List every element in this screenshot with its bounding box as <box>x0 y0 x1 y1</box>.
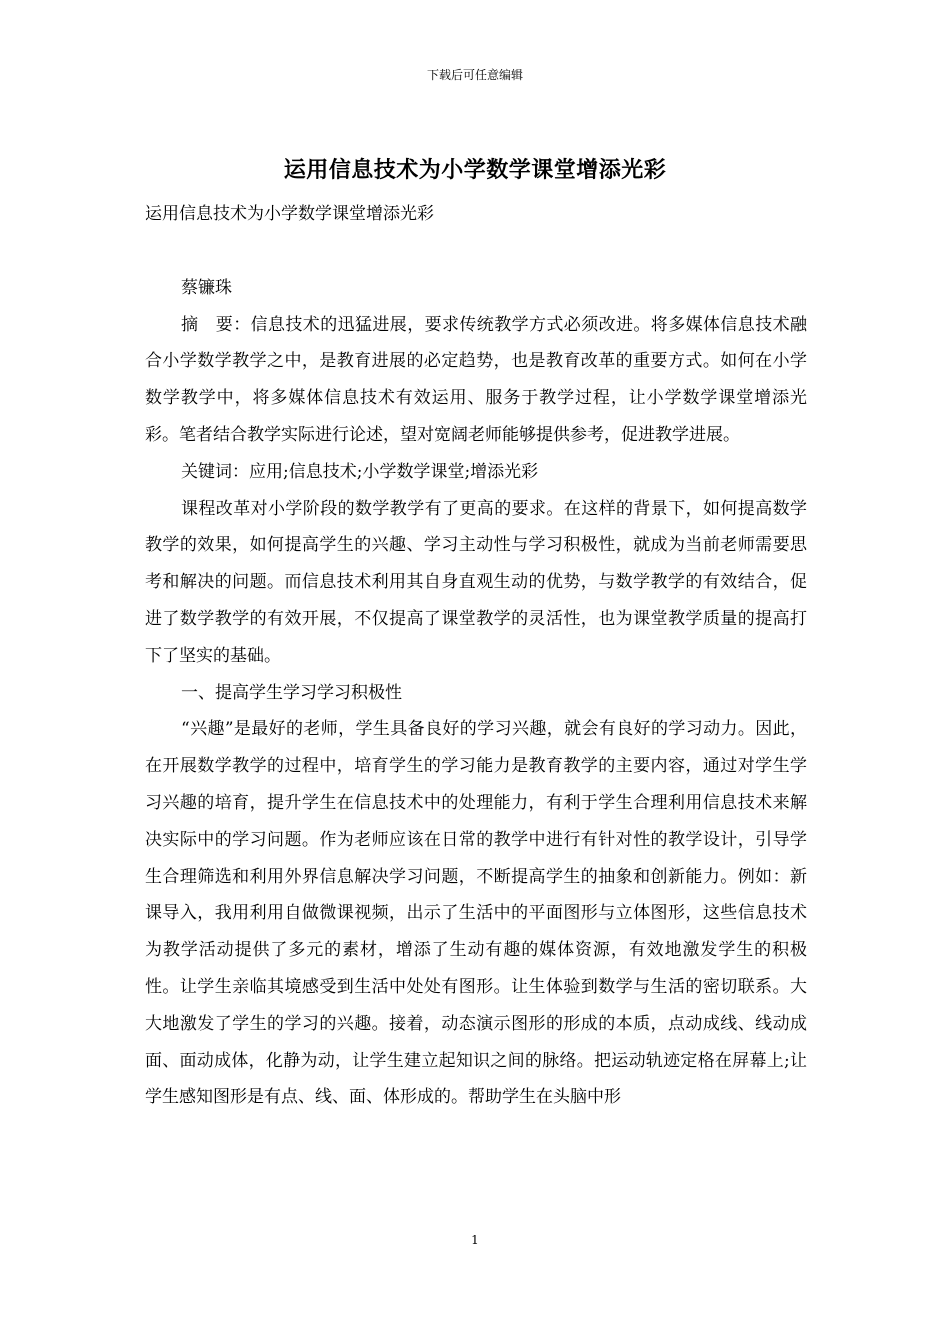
blank-line <box>145 233 807 270</box>
keywords-line: 关键词：应用;信息技术;小学数学课堂;增添光彩 <box>181 461 539 482</box>
section-heading: 一、提高学生学习学习积极性 <box>181 682 402 703</box>
abstract-paragraph: 摘 要：信息技术的迅猛进展，要求传统教学方式必须改进。将多媒体信息技术融合小学数学教学之中，是教育进展的必定趋势，也是教育改革的重要方式。如何在小学数学教学中，将多媒体信息技术有效运用、服务于教学过程，让小学数学课堂增添光彩。笔者结合教学实际进行论述，望对宽阔老师能够提供参考，促进教学进展。 <box>145 314 807 445</box>
subtitle: 运用信息技术为小学数学课堂增添光彩 <box>145 204 434 224</box>
header-note: 下载后可任意编辑 <box>426 68 523 82</box>
intro-paragraph: 课程改革对小学阶段的数学教学有了更高的要求。在这样的背景下，如何提高数学教学的效果，如何提高学生的兴趣、学习主动性与学习积极性，就成为当前老师需要思考和解决的问题。而信息技术利用其自身直观生动的优势，与数学教学的有效结合，促进了数学教学的有效开展，不仅提高了课堂教学的灵活性，也为课堂教学质量的提高打下了坚实的基础。 <box>145 498 807 666</box>
document-body <box>145 196 807 1116</box>
page-number: 1 <box>471 1233 479 1247</box>
section-paragraph: “兴趣”是最好的老师，学生具备良好的学习兴趣，就会有良好的学习动力。因此，在开展数学教学的过程中，培育学生的学习能力是教育教学的主要内容，通过对学生学习兴趣的培育，提升学生在信息技术中的处理能力，有利于学生合理利用信息技术来解决实际中的学习问题。作为老师应该在日常的教学中进行有针对性的教学设计，引导学生合理筛选和利用外界信息解决学习问题，不断提高学生的抽象和创新能力。例如：新课导入，我用利用自做微课视频，出示了生活中的平面图形与立体图形，这些信息技术为教学活动提供了多元的素材，增添了生动有趣的媒体资源，有效地激发学生的积极性。让学生亲临其境感受到生活中处处有图形。让生体验到数学与生活的密切联系。大大地激发了学生的学习的兴趣。接着，动态演示图形的形成的本质，点动成线、线动成面、面动成体，化静为动，让学生建立起知识之间的脉络。把运动轨迹定格在屏幕上;让学生感知图形是有点、线、面、体形成的。帮助学生在头脑中形 <box>145 719 807 1108</box>
document-title: 运用信息技术为小学数学课堂增添光彩 <box>283 157 667 183</box>
author-name: 蔡镰珠 <box>181 277 232 298</box>
